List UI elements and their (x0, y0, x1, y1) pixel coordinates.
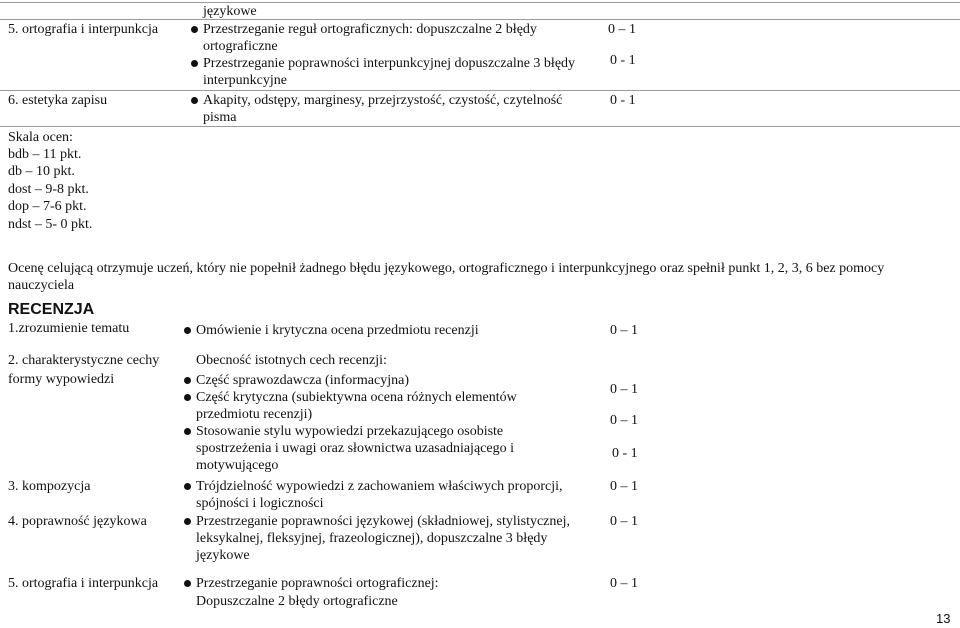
criterion-item: Trójdzielność wypowiedzi z zachowaniem właściwych proporcji, (183, 478, 563, 495)
score: 0 - 1 (610, 53, 636, 68)
score: 0 – 1 (610, 479, 638, 494)
criterion-item: Część krytyczna (subiektywna ocena różnych elementów (183, 389, 517, 406)
criterion-item-cont: spostrzeżenia i uwagi oraz słownictwa uzasadniającego i (196, 441, 514, 456)
continued-text: językowe (203, 4, 257, 19)
criterion-intro: Obecność istotnych cech recenzji: (196, 353, 387, 368)
score: 0 – 1 (610, 413, 638, 428)
criterion-item-cont: językowe (196, 548, 250, 563)
criterion-item-cont: pisma (203, 110, 237, 125)
criterion-label-cont: formy wypowiedzi (8, 372, 115, 387)
score: 0 - 1 (612, 446, 638, 461)
criterion-label: 5. ortografia i interpunkcja (8, 576, 159, 591)
grading-note: Ocenę celującą otrzymuje uczeń, który nie popełnił żadnego błędu językowego, ortograficznego i interpunkcyjnego oraz spełnił punkt 1, 2, 3, 6 bez pomocy nauczyciela (8, 261, 885, 293)
scale-item: db – 10 pkt. (8, 164, 75, 179)
criterion-item-cont: motywującego (196, 458, 279, 473)
scale-title: Skala ocen: (8, 130, 73, 145)
score: 0 – 1 (608, 22, 636, 37)
criterion-label: 4. poprawność językowa (8, 514, 147, 529)
criterion-item-cont: Dopuszczalne 2 błędy ortograficzne (196, 594, 398, 609)
row-divider (0, 90, 960, 91)
criterion-item-cont: ortograficzne (203, 39, 278, 54)
criterion-item: Stosowanie stylu wypowiedzi przekazującego osobiste (183, 423, 503, 440)
criterion-item: Część sprawozdawcza (informacyjna) (183, 372, 409, 389)
row-divider (0, 126, 960, 127)
score: 0 – 1 (610, 382, 638, 397)
criterion-item: Przestrzeganie poprawności językowej (składniowej, stylistycznej, (183, 513, 570, 530)
criterion-item-cont: leksykalnej, fleksyjnej, frazeologicznej), dopuszczalne 3 błędy (196, 531, 548, 546)
score: 0 – 1 (610, 514, 638, 529)
page-number: 13 (936, 611, 951, 626)
criterion-item-cont: spójności i logiczności (196, 496, 324, 511)
scale-item: ndst – 5- 0 pkt. (8, 217, 93, 232)
criterion-item-cont: przedmiotu recenzji) (196, 407, 313, 422)
criterion-label: 5. ortografia i interpunkcja (8, 22, 159, 37)
criterion-label: 2. charakterystyczne cechy (8, 353, 160, 368)
criterion-item: Przestrzeganie poprawności interpunkcyjnej dopuszczalne 3 błędy (190, 55, 575, 72)
criterion-label: 1.zrozumienie tematu (8, 321, 130, 336)
criterion-item-cont: interpunkcyjne (203, 73, 287, 88)
criterion-item: Omówienie i krytyczna ocena przedmiotu recenzji (183, 322, 479, 339)
criterion-item: Akapity, odstępy, marginesy, przejrzystość, czystość, czytelność (190, 92, 562, 109)
row-divider (0, 2, 960, 3)
row-divider (0, 19, 960, 20)
score: 0 - 1 (610, 93, 636, 108)
scale-item: dop – 7-6 pkt. (8, 199, 87, 214)
criterion-item: Przestrzeganie reguł ortograficznych: dopuszczalne 2 błędy (190, 21, 537, 38)
criterion-label: 3. kompozycja (8, 479, 91, 494)
score: 0 – 1 (610, 323, 638, 338)
criterion-item: Przestrzeganie poprawności ortograficznej: (183, 575, 439, 592)
scale-item: bdb – 11 pkt. (8, 147, 82, 162)
scale-item: dost – 9-8 pkt. (8, 182, 89, 197)
criterion-label: 6. estetyka zapisu (8, 93, 108, 108)
score: 0 – 1 (610, 576, 638, 591)
section-title: RECENZJA (8, 301, 95, 318)
